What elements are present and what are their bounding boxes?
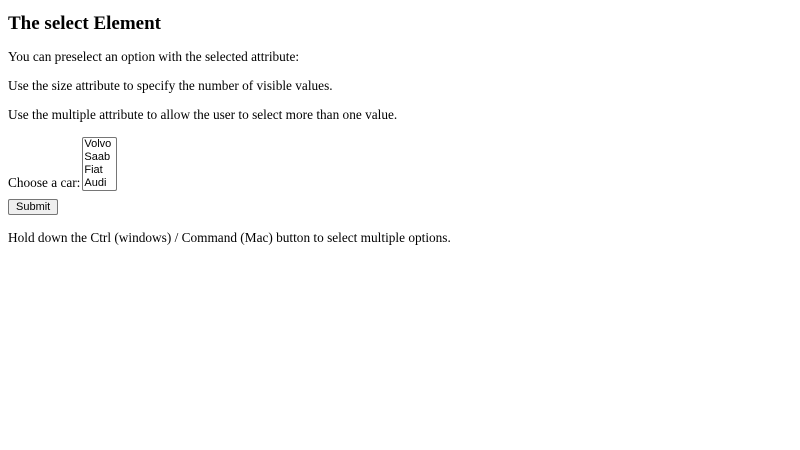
select-row xyxy=(8,137,792,192)
car-select-label: Choose a car: xyxy=(8,175,81,191)
submit-row xyxy=(8,197,792,215)
car-option[interactable] xyxy=(83,177,116,190)
page-title: The select Element xyxy=(8,13,162,34)
paragraph-multiple-attribute: Use the multiple attribute to allow the user to select more than one value. xyxy=(8,107,398,123)
paragraph-selected-attribute: You can preselect an option with the selected attribute: xyxy=(8,48,300,64)
car-option[interactable] xyxy=(83,151,116,164)
car-select-listbox[interactable] xyxy=(82,137,117,192)
submit-button[interactable] xyxy=(8,199,58,215)
paragraph-size-attribute: Use the size attribute to specify the number of visible values. xyxy=(8,78,333,94)
car-option[interactable] xyxy=(83,164,116,177)
car-selection-form xyxy=(8,137,792,216)
multiselect-hint: Hold down the Ctrl (windows) / Command (Mac) button to select multiple options. xyxy=(8,230,451,246)
car-option[interactable] xyxy=(83,138,116,151)
